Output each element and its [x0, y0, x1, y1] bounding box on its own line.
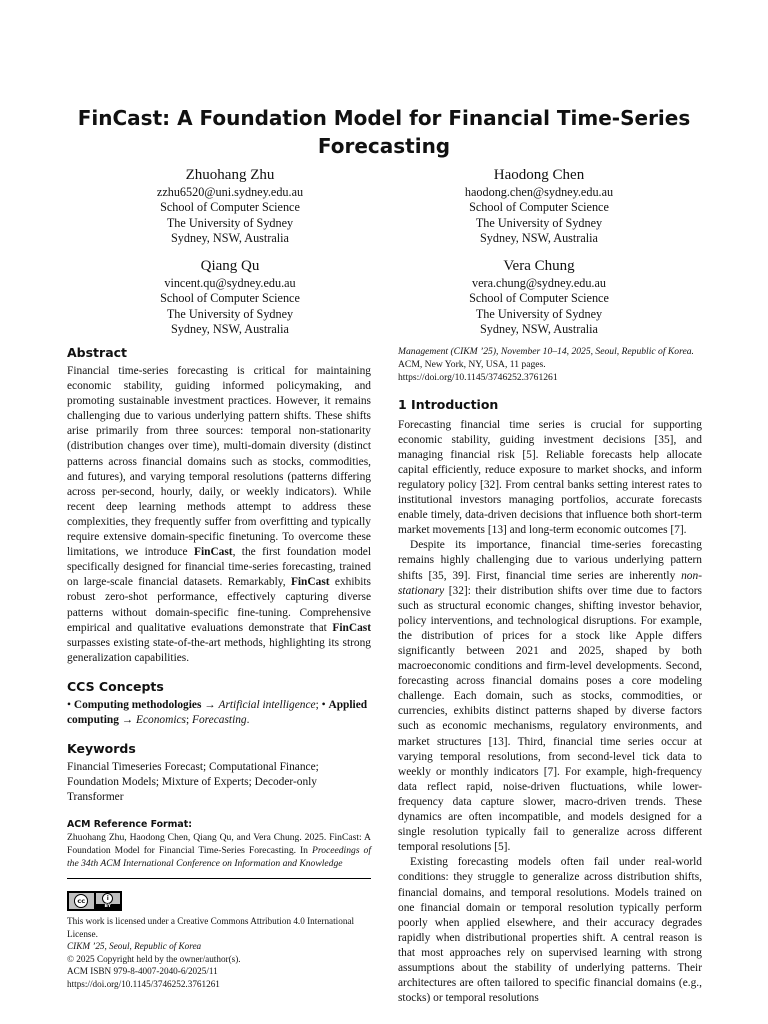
author-email[interactable]: vera.chung@sydney.edu.au: [472, 276, 606, 290]
left-column: [67, 345, 371, 990]
ccs-text: • Computing methodologies → Artificial intelligence; • Applied computing → Economics; Forecasting.: [67, 698, 368, 726]
ccs-heading: CCS Concepts: [67, 678, 164, 694]
intro-paragraph-2: Despite its importance, financial time-series forecasting remains highly challenging due to various underlying pattern shifts [35, 39]. First, financial time series are inherently non-stationary [32]: their distribution shifts over time due to factors such as structural economic changes, shifting investor behavior, policy interventions, and technological disruptions. For example, the distribution of prices for a stock like Apple differs significantly between 2021 and 2025, shaped by both macroeconomic conditions and firm-level developments. Second, forecasting across financial domains poses a core modeling challenge. Each domain, such as stocks, commodities, or currencies, exhibits distinct patterns shaped by diverse factors such as economic mechanisms, regulatory environments, and market structures [13]. Third, financial time series occur at varying temporal resolutions, from second-level tick data to weekly or monthly indicators [7]. For example, high-frequency data reflect rapid, noise-driven fluctuations, while lower-frequency data capture slower, macro-driven trends. These dynamics are often incompatible, and models designed for a single resolution typically fail to generalize across different temporal resolutions [5].: [398, 539, 702, 854]
author-dept: School of Computer Science: [469, 291, 609, 306]
intro-paragraph-3: Existing forecasting models often fail under real-world conditions: they struggle to generalize across distribution shifts, financial domains, and temporal resolutions. Models trained on one financial domain or temporal resolution typically perform poorly when applied elsewhere, and their accuracy degrades rapidly when distributional properties shift. A central reason is that most approaches rely on supervised learning with strong assumptions about the stability of underlying patterns. Their architectures are often tailored to specific financial domains (e.g., stocks) or temporal resolutions: [398, 856, 702, 1005]
author-name: Haodong Chen: [493, 167, 585, 183]
divider: [67, 878, 371, 879]
author-location: Sydney, NSW, Australia: [480, 321, 598, 336]
author-dept: School of Computer Science: [160, 291, 300, 306]
license-doi[interactable]: https://doi.org/10.1145/3746252.3761261: [67, 978, 220, 989]
introduction-heading: 1 Introduction: [398, 396, 499, 412]
keywords-heading: Keywords: [67, 740, 136, 756]
author-univ: The University of Sydney: [166, 215, 294, 230]
cc-license-badge[interactable]: [67, 890, 371, 911]
intro-paragraph-1: Forecasting financial time series is crucial for supporting economic stability, guiding investment decisions [35], and managing financial risk [5]. Reliable forecasts help allocate capital efficiently, reduce exposure to market shocks, and inform regulatory policy [32]. From central banks setting interest rates to institutional investors managing portfolios, accurate forecasts enable timely, data-driven decisions that influence both short-term market movements [13] and long-term economic outcomes [7].: [398, 418, 702, 537]
author-name: Qiang Qu: [200, 258, 260, 274]
author-name: Zhuohang Zhu: [185, 167, 275, 183]
right-column: [398, 345, 702, 1006]
by-label: BY: [96, 904, 121, 909]
reference-format-continued: Management (CIKM ’25), November 10–14, 2025, Seoul, Republic of Korea. ACM, New York, NY, USA, 11 pages. https://doi.org/10.1145/3746252.3761261: [398, 346, 694, 384]
abstract-text: Financial time-series forecasting is critical for maintaining economic stability, guiding informed policymaking, and promoting sustainable investment practices. However, it remains challenging due to various underlying pattern shifts. These shifts arise primarily from three sources: temporal non-stationarity (distribution changes over time), multi-domain diversity (distinct patterns across financial domains such as stocks, commodities, and futures), and varying temporal resolutions (patterns differing across per-second, hourly, daily, or weekly indicators). While recent deep learning methods attempt to address these complexities, they frequently suffer from overfitting and typically require extensive domain-specific finetuning. To overcome these limitations, we introduce FinCast, the first foundation model specifically designed for financial time-series forecasting, trained on large-scale financial datasets. Remarkably, FinCast exhibits robust zero-shot performance, effectively capturing diverse patterns without domain-specific fine-tuning. Comprehensive empirical and qualitative evaluations demonstrate that FinCast surpasses existing state-of-the-art methods, highlighting its strong generalization capabilities.: [67, 365, 371, 664]
author-univ: The University of Sydney: [475, 215, 603, 230]
keywords-text: Financial Timeseries Forecast; Computational Finance; Foundation Models; Mixture of Experts; Decoder-only Transformer: [67, 760, 319, 803]
license-copyright: © 2025 Copyright held by the owner/author(s).: [67, 953, 241, 964]
author-dept: School of Computer Science: [160, 200, 300, 215]
paper-title: FinCast: A Foundation Model for Financial Time-Series Forecasting: [77, 106, 691, 158]
author-name: Vera Chung: [503, 258, 575, 274]
author-dept: School of Computer Science: [469, 200, 609, 215]
author-location: Sydney, NSW, Australia: [171, 321, 289, 336]
author-block: [80, 165, 380, 246]
author-email[interactable]: zzhu6520@uni.sydney.edu.au: [156, 185, 304, 199]
author-location: Sydney, NSW, Australia: [171, 230, 289, 245]
author-block: [389, 256, 689, 337]
author-email[interactable]: vincent.qu@sydney.edu.au: [164, 276, 296, 290]
author-univ: The University of Sydney: [475, 306, 603, 321]
license-isbn: ACM ISBN 979-8-4007-2040-6/2025/11: [67, 966, 218, 977]
author-block: [389, 165, 689, 246]
license-venue: CIKM ’25, Seoul, Republic of Korea: [67, 941, 202, 952]
author-block: [80, 256, 380, 337]
author-univ: The University of Sydney: [166, 306, 294, 321]
reference-format-heading: ACM Reference Format:: [67, 818, 192, 830]
reference-format-text: Zhuohang Zhu, Haodong Chen, Qiang Qu, and Vera Chung. 2025. FinCast: A Foundation Model for Financial Time-Series Forecasting. In Proceedings of the 34th ACM International Conference on Information and Knowledge: [67, 831, 371, 870]
abstract-heading: Abstract: [67, 345, 128, 360]
author-email[interactable]: haodong.chen@sydney.edu.au: [464, 185, 614, 199]
license-line: This work is licensed under a Creative Commons Attribution 4.0 International License.: [67, 916, 355, 939]
cc-icon: cc: [74, 894, 88, 908]
attribution-icon: i: [102, 893, 113, 904]
author-location: Sydney, NSW, Australia: [480, 230, 598, 245]
